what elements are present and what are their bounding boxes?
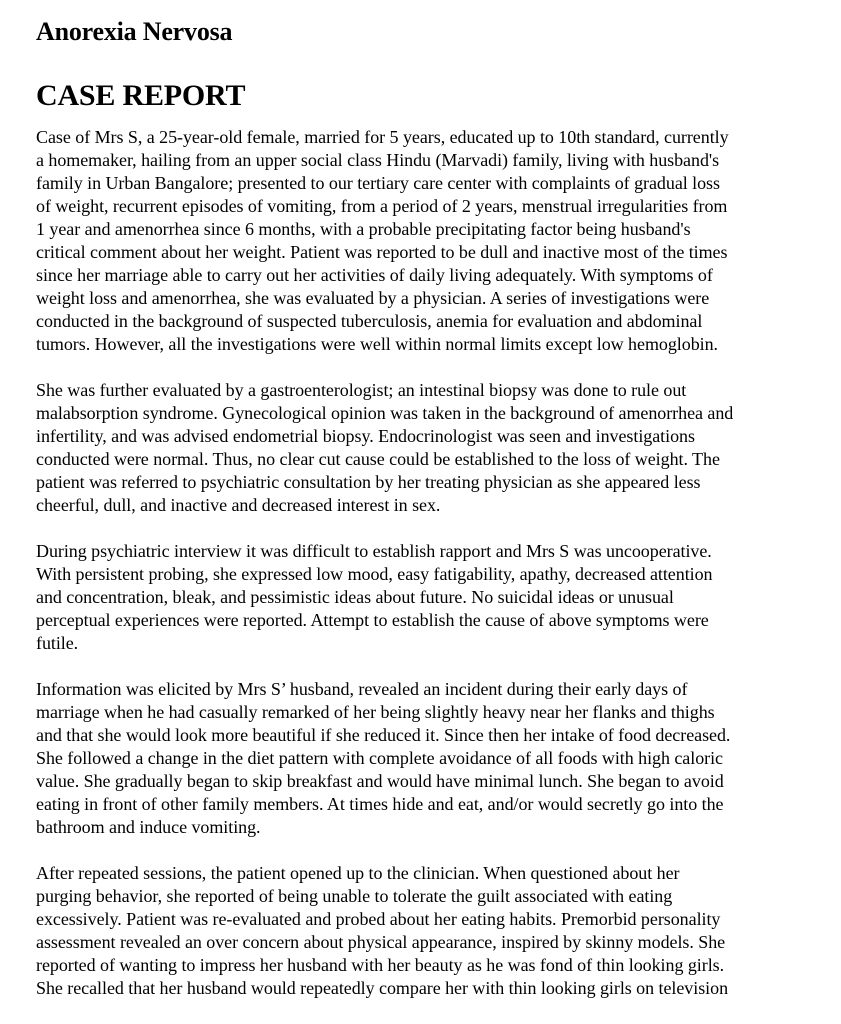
paragraph-line: futile. <box>36 633 79 653</box>
paragraph-line: family in Urban Bangalore; presented to our tertiary care center with complaints of gradual loss <box>36 173 720 193</box>
paragraph-line: malabsorption syndrome. Gynecological opinion was taken in the background of amenorrhea and <box>36 403 734 423</box>
paragraph <box>36 379 826 517</box>
paragraph-line: weight loss and amenorrhea, she was evaluated by a physician. A series of investigations were <box>36 288 710 308</box>
paragraph-line: purging behavior, she reported of being unable to tolerate the guilt associated with eating <box>36 886 673 906</box>
paragraph-line: She was further evaluated by a gastroenterologist; an intestinal biopsy was done to rule out <box>36 380 687 400</box>
paragraph-line: since her marriage able to carry out her activities of daily living adequately. With symptoms of <box>36 265 713 285</box>
paragraph-line: 1 year and amenorrhea since 6 months, with a probable precipitating factor being husband's <box>36 219 691 239</box>
paragraph-line: marriage when he had casually remarked of her being slightly heavy near her flanks and thighs <box>36 702 715 722</box>
paragraph-line: infertility, and was advised endometrial biopsy. Endocrinologist was seen and investigations <box>36 426 695 446</box>
paragraph-line: bathroom and induce vomiting. <box>36 817 261 837</box>
paragraph-line: excessively. Patient was re-evaluated and probed about her eating habits. Premorbid personality <box>36 909 721 929</box>
paragraph-line: Information was elicited by Mrs S’ husband, revealed an incident during their early days of <box>36 679 688 699</box>
paragraph <box>36 540 826 655</box>
paragraph-line: During psychiatric interview it was difficult to establish rapport and Mrs S was uncooperative. <box>36 541 712 561</box>
paragraph-line: value. She gradually began to skip breakfast and would have minimal lunch. She began to avoid <box>36 771 724 791</box>
paragraph-line: and that she would look more beautiful if she reduced it. Since then her intake of food decreased. <box>36 725 731 745</box>
paragraph-line: of weight, recurrent episodes of vomiting, from a period of 2 years, menstrual irregularities from <box>36 196 728 216</box>
paragraph-line: critical comment about her weight. Patient was reported to be dull and inactive most of the times <box>36 242 728 262</box>
paragraph-line: tumors. However, all the investigations were well within normal limits except low hemoglobin. <box>36 334 718 354</box>
paragraph-line: conducted were normal. Thus, no clear cut cause could be established to the loss of weight. The <box>36 449 720 469</box>
paragraph <box>36 862 826 1000</box>
paragraph <box>36 126 826 356</box>
paragraph-line: conducted in the background of suspected tuberculosis, anemia for evaluation and abdominal <box>36 311 703 331</box>
paragraph <box>36 678 826 839</box>
paragraph-line: a homemaker, hailing from an upper social class Hindu (Marvadi) family, living with husband's <box>36 150 720 170</box>
paragraph-line: perceptual experiences were reported. Attempt to establish the cause of above symptoms were <box>36 610 709 630</box>
paragraph-line: reported of wanting to impress her husband with her beauty as he was fond of thin looking girls. <box>36 955 725 975</box>
paragraph-line: cheerful, dull, and inactive and decreased interest in sex. <box>36 495 441 515</box>
paragraph-line: eating in front of other family members. At times hide and eat, and/or would secretly go into the <box>36 794 724 814</box>
section-heading: CASE REPORT <box>36 79 246 112</box>
body-text <box>36 126 826 1000</box>
paragraph-line: and concentration, bleak, and pessimistic ideas about future. No suicidal ideas or unusual <box>36 587 674 607</box>
paragraph-line: After repeated sessions, the patient opened up to the clinician. When questioned about her <box>36 863 680 883</box>
paragraph-line: Case of Mrs S, a 25-year-old female, married for 5 years, educated up to 10th standard, currently <box>36 127 729 147</box>
paragraph-line: She recalled that her husband would repeatedly compare her with thin looking girls on television <box>36 978 729 998</box>
paragraph-line: patient was referred to psychiatric consultation by her treating physician as she appeared less <box>36 472 701 492</box>
paragraph-line: She followed a change in the diet pattern with complete avoidance of all foods with high caloric <box>36 748 723 768</box>
paragraph-line: assessment revealed an over concern about physical appearance, inspired by skinny models. She <box>36 932 726 952</box>
document-title: Anorexia Nervosa <box>36 17 233 46</box>
document-page <box>36 14 826 1000</box>
paragraph-line: With persistent probing, she expressed low mood, easy fatigability, apathy, decreased attention <box>36 564 713 584</box>
